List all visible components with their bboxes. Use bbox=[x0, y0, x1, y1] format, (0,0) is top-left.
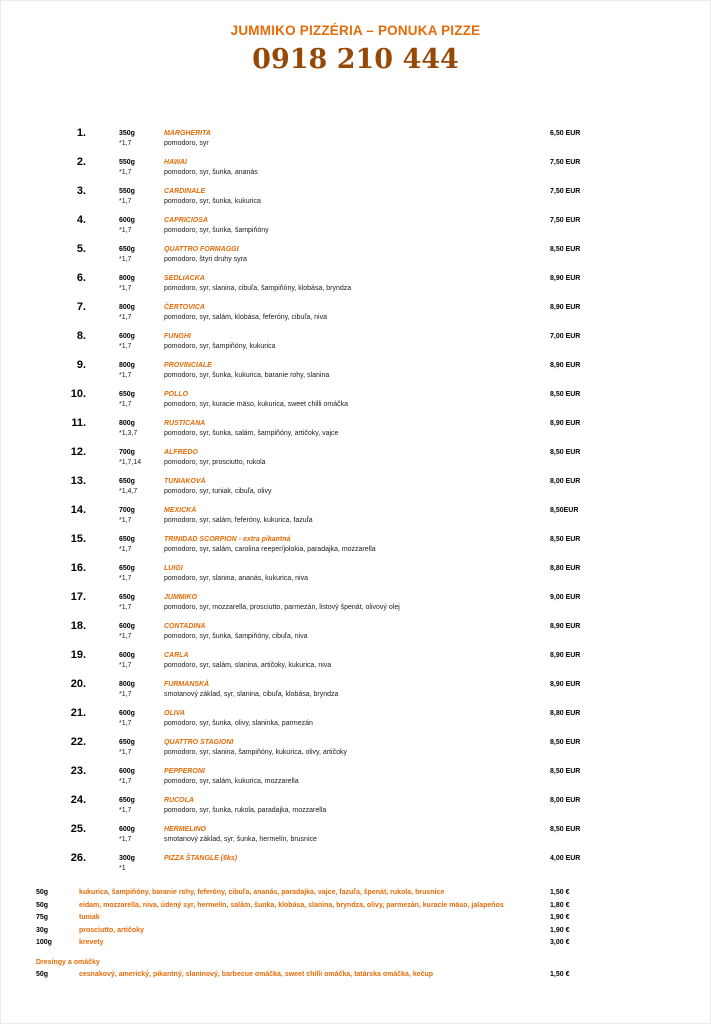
item-number: 9. bbox=[76, 359, 86, 371]
extra-text: prosciutto, artičoky bbox=[79, 926, 144, 934]
phone-number: 0918 210 444 bbox=[252, 44, 459, 75]
extras-row bbox=[1, 887, 710, 900]
item-price: 8,00 EUR bbox=[550, 797, 581, 804]
item-number: 5. bbox=[76, 243, 86, 255]
item-allergens: *1,7,14 bbox=[119, 459, 142, 466]
item-name: TUNIAKOVÁ bbox=[164, 478, 206, 485]
extra-text: cesnakový, americký, pikantný, slaninový, barbecue omáčka, sweet chilli omáčka, tatárska omáčka, kečup bbox=[79, 970, 434, 978]
item-number: 1. bbox=[76, 127, 86, 139]
item-weight: 600g bbox=[119, 623, 135, 630]
item-number: 8. bbox=[76, 330, 86, 342]
menu-item-row bbox=[1, 707, 710, 736]
item-weight: 650g bbox=[119, 246, 135, 253]
item-ingredients: smotanový základ, syr, slanina, cibuľa, klobása, bryndza bbox=[164, 691, 339, 698]
item-price: 8,90 EUR bbox=[550, 304, 581, 311]
item-price: 6,50 EUR bbox=[550, 130, 581, 137]
item-price: 7,50 EUR bbox=[550, 188, 581, 195]
page-title: JUMMIKO PIZZÉRIA – PONUKA PIZZE bbox=[230, 23, 481, 38]
item-weight-block bbox=[119, 678, 164, 700]
item-ingredients: pomodoro, syr, šampiňóny, kukurica bbox=[164, 343, 276, 350]
item-ingredients: pomodoro, syr, šunka, kukurica, baranie rohy, slanina bbox=[164, 372, 330, 379]
item-weight: 600g bbox=[119, 217, 135, 224]
item-allergens: *1,7 bbox=[119, 691, 132, 698]
item-ingredients: pomodoro, syr, salám, feferóny, kukurica, fazuľa bbox=[164, 517, 313, 524]
item-ingredients: pomodoro, syr, kuracie mäso, kukurica, sweet chilli omáčka bbox=[164, 401, 349, 408]
item-name: QUATTRO STAGIONI bbox=[164, 739, 234, 746]
item-ingredients: pomodoro, syr bbox=[164, 140, 209, 147]
item-name: HAWAI bbox=[164, 159, 187, 166]
item-weight: 600g bbox=[119, 710, 135, 717]
item-name: FUNGHI bbox=[164, 333, 191, 340]
menu-item-row bbox=[1, 359, 710, 388]
item-number: 6. bbox=[76, 272, 86, 284]
item-name-block bbox=[164, 243, 550, 265]
item-name: CONTADINA bbox=[164, 623, 206, 630]
item-weight: 300g bbox=[119, 855, 135, 862]
item-name-block bbox=[164, 388, 550, 410]
item-ingredients: pomodoro, syr, slanina, cibuľa, šampiňóny, klobása, bryndza bbox=[164, 285, 352, 292]
item-weight-block bbox=[119, 243, 164, 265]
item-name-block bbox=[164, 533, 550, 555]
item-weight: 650g bbox=[119, 739, 135, 746]
item-name: PEPPERONI bbox=[164, 768, 205, 775]
item-allergens: *1,7 bbox=[119, 401, 132, 408]
item-ingredients: pomodoro, štyri druhy syra bbox=[164, 256, 247, 263]
item-ingredients: pomodoro, syr, šunka, rukola, paradajka, mozzarella bbox=[164, 807, 327, 814]
menu-item-row bbox=[1, 765, 710, 794]
item-weight-block bbox=[119, 301, 164, 323]
item-weight-block bbox=[119, 591, 164, 613]
item-weight-block bbox=[119, 736, 164, 758]
item-price: 9,00 EUR bbox=[550, 594, 581, 601]
extra-text: tuniak bbox=[79, 914, 100, 921]
item-price: 8,50 EUR bbox=[550, 449, 581, 456]
menu-item-row bbox=[1, 330, 710, 359]
extra-price: 1,80 € bbox=[550, 901, 570, 909]
item-name-block bbox=[164, 794, 550, 816]
menu-item-row bbox=[1, 794, 710, 823]
item-weight: 800g bbox=[119, 681, 135, 688]
item-weight: 600g bbox=[119, 333, 135, 340]
item-number: 19. bbox=[70, 649, 86, 661]
item-weight: 650g bbox=[119, 391, 135, 398]
item-allergens: *1,7 bbox=[119, 314, 132, 321]
item-name: ALFREDO bbox=[164, 449, 198, 456]
menu-item-row bbox=[1, 533, 710, 562]
item-allergens: *1,7 bbox=[119, 778, 132, 785]
item-number: 18. bbox=[70, 620, 86, 632]
item-name-block bbox=[164, 359, 550, 381]
item-weight: 350g bbox=[119, 130, 135, 137]
item-name: TRINIDAD SCORPION - extra pikantná bbox=[164, 536, 291, 543]
item-number: 12. bbox=[70, 446, 86, 458]
item-name: RUSTICANA bbox=[164, 420, 206, 427]
item-number: 23. bbox=[70, 765, 86, 777]
item-number: 17. bbox=[70, 591, 86, 603]
item-price: 8,90 EUR bbox=[550, 275, 581, 282]
item-ingredients: pomodoro, syr, salám, slanina, artičoky, kukurica, niva bbox=[164, 662, 332, 669]
extra-weight: 75g bbox=[36, 914, 49, 921]
menu-item-row bbox=[1, 127, 710, 156]
item-price: 7,00 EUR bbox=[550, 333, 581, 340]
item-name: MARGHERITA bbox=[164, 130, 211, 137]
item-name-block bbox=[164, 301, 550, 323]
item-price: 8,80 EUR bbox=[550, 710, 581, 717]
item-allergens: *1,7 bbox=[119, 198, 132, 205]
item-weight: 600g bbox=[119, 768, 135, 775]
item-price: 4,00 EUR bbox=[550, 855, 581, 862]
item-name-block bbox=[164, 475, 550, 497]
menu-item-row bbox=[1, 417, 710, 446]
item-name: FURMANSKÁ bbox=[164, 681, 210, 688]
menu-item-row bbox=[1, 852, 710, 881]
item-price: 8,50 EUR bbox=[550, 536, 581, 543]
item-weight-block bbox=[119, 504, 164, 526]
extra-weight: 50g bbox=[36, 970, 49, 978]
item-number: 24. bbox=[70, 794, 86, 806]
item-weight-block bbox=[119, 185, 164, 207]
item-price: 8,50 EUR bbox=[550, 768, 581, 775]
menu-item-row bbox=[1, 475, 710, 504]
item-number: 13. bbox=[70, 475, 86, 487]
item-allergens: *1,7 bbox=[119, 372, 132, 379]
pizza-menu-list bbox=[1, 127, 710, 881]
item-name-block bbox=[164, 765, 550, 787]
item-name: ČERTOVICA bbox=[164, 304, 205, 311]
menu-item-row bbox=[1, 678, 710, 707]
item-weight: 550g bbox=[119, 188, 135, 195]
item-ingredients: pomodoro, syr, mozzarella, prosciutto, parmezán, listový špenát, olivový olej bbox=[164, 604, 400, 611]
menu-item-row bbox=[1, 156, 710, 185]
item-name: CAPRICIOSA bbox=[164, 217, 208, 224]
item-name: QUATTRO FORMAGGI bbox=[164, 246, 239, 253]
item-ingredients: pomodoro, syr, šunka, šampiňóny, cibuľa, niva bbox=[164, 633, 308, 640]
menu-item-row bbox=[1, 243, 710, 272]
extra-weight: 30g bbox=[36, 926, 49, 934]
item-price: 8,00 EUR bbox=[550, 478, 581, 485]
item-weight-block bbox=[119, 272, 164, 294]
item-weight-block bbox=[119, 649, 164, 671]
item-name: OLIVA bbox=[164, 710, 185, 717]
item-price: 8,50 EUR bbox=[550, 826, 581, 833]
item-number: 16. bbox=[70, 562, 86, 574]
item-allergens: *1,7 bbox=[119, 604, 132, 611]
menu-item-row bbox=[1, 185, 710, 214]
item-name-block bbox=[164, 620, 550, 642]
item-price: 8,50 EUR bbox=[550, 246, 581, 253]
item-ingredients: pomodoro, syr, salám, carolina reeper/jolokia, paradajka, mozzarella bbox=[164, 546, 376, 553]
item-weight-block bbox=[119, 765, 164, 787]
extra-price: 1,90 € bbox=[550, 926, 570, 934]
item-ingredients: pomodoro, syr, slanina, šampiňóny, kukurica, olivy, artičoky bbox=[164, 749, 347, 756]
item-number: 22. bbox=[70, 736, 86, 748]
item-name-block bbox=[164, 852, 550, 864]
item-weight-block bbox=[119, 533, 164, 555]
item-number: 26. bbox=[70, 852, 86, 864]
item-name: MEXICKÁ bbox=[164, 507, 197, 514]
item-weight-block bbox=[119, 388, 164, 410]
item-name-block bbox=[164, 417, 550, 439]
item-weight-block bbox=[119, 852, 164, 874]
item-number: 15. bbox=[70, 533, 86, 545]
item-name: SEDLIACKA bbox=[164, 275, 205, 282]
item-ingredients: pomodoro, syr, slanina, ananás, kukurica, niva bbox=[164, 575, 308, 582]
item-weight-block bbox=[119, 156, 164, 178]
item-name-block bbox=[164, 214, 550, 236]
item-ingredients: pomodoro, syr, salám, kukurica, mozzarella bbox=[164, 778, 299, 785]
item-number: 25. bbox=[70, 823, 86, 835]
item-ingredients: pomodoro, syr, šunka, salám, šampiňóny, artičoky, vajce bbox=[164, 430, 339, 437]
item-weight: 550g bbox=[119, 159, 135, 166]
item-price: 8,50 EUR bbox=[550, 739, 581, 746]
item-ingredients: pomodoro, syr, salám, klobása, feferóny, cibuľa, niva bbox=[164, 314, 327, 321]
item-weight-block bbox=[119, 446, 164, 468]
item-ingredients: pomodoro, syr, šunka, kukurica bbox=[164, 198, 261, 205]
item-name: POLLO bbox=[164, 391, 189, 398]
extra-price: 3,00 € bbox=[550, 939, 570, 946]
menu-item-row bbox=[1, 504, 710, 533]
item-number: 7. bbox=[76, 301, 86, 313]
item-allergens: *1,7 bbox=[119, 836, 132, 843]
item-allergens: *1,7 bbox=[119, 720, 132, 727]
item-ingredients: smotanový základ, syr, šunka, hermelín, brusnice bbox=[164, 836, 317, 843]
item-weight: 800g bbox=[119, 420, 135, 427]
item-name: PIZZA ŠTANGLE (6ks) bbox=[164, 855, 238, 862]
item-price: 7,50 EUR bbox=[550, 159, 581, 166]
extra-weight: 50g bbox=[36, 901, 49, 909]
item-allergens: *1,7 bbox=[119, 517, 132, 524]
item-name-block bbox=[164, 591, 550, 613]
extra-text: kukurica, šampiňóny, baranie rohy, feferóny, cibuľa, ananás, paradajka, vajce, fazuľa, špenát, rukola, brusnice bbox=[79, 889, 445, 896]
item-weight-block bbox=[119, 417, 164, 439]
item-name: HERMELINO bbox=[164, 826, 206, 833]
item-weight: 800g bbox=[119, 362, 135, 369]
menu-item-row bbox=[1, 649, 710, 678]
extra-price: 1,90 € bbox=[550, 914, 570, 921]
item-weight-block bbox=[119, 794, 164, 816]
item-number: 21. bbox=[70, 707, 86, 719]
item-weight-block bbox=[119, 707, 164, 729]
menu-item-row bbox=[1, 446, 710, 475]
item-number: 11. bbox=[71, 417, 86, 429]
item-number: 10. bbox=[70, 388, 86, 400]
menu-item-row bbox=[1, 562, 710, 591]
item-name-block bbox=[164, 504, 550, 526]
item-price: 8,50EUR bbox=[550, 507, 579, 514]
extras-row bbox=[1, 925, 710, 938]
item-allergens: *1,7 bbox=[119, 807, 132, 814]
item-allergens: *1,7 bbox=[119, 169, 132, 176]
item-name-block bbox=[164, 707, 550, 729]
menu-item-row bbox=[1, 823, 710, 852]
item-price: 7,50 EUR bbox=[550, 217, 581, 224]
item-allergens: *1,3,7 bbox=[119, 430, 138, 437]
item-weight: 650g bbox=[119, 565, 135, 572]
item-allergens: *1,7 bbox=[119, 140, 132, 147]
item-name: JUMMIKO bbox=[164, 594, 198, 601]
item-allergens: *1 bbox=[119, 865, 126, 872]
item-ingredients: pomodoro, syr, tuniak, cibuľa, olivy bbox=[164, 488, 272, 495]
menu-item-row bbox=[1, 214, 710, 243]
item-weight: 650g bbox=[119, 594, 135, 601]
item-number: 20. bbox=[70, 678, 86, 690]
item-name: CARLA bbox=[164, 652, 189, 659]
item-name-block bbox=[164, 736, 550, 758]
extras-row bbox=[1, 969, 710, 982]
item-weight: 600g bbox=[119, 652, 135, 659]
item-ingredients: pomodoro, syr, prosciutto, rukola bbox=[164, 459, 266, 466]
menu-item-row bbox=[1, 272, 710, 301]
item-ingredients: pomodoro, syr, šunka, ananás bbox=[164, 169, 258, 176]
item-name-block bbox=[164, 823, 550, 845]
item-price: 8,80 EUR bbox=[550, 565, 581, 572]
item-price: 8,90 EUR bbox=[550, 681, 581, 688]
item-name: CARDINALE bbox=[164, 188, 206, 195]
menu-item-row bbox=[1, 388, 710, 417]
item-name-block bbox=[164, 156, 550, 178]
extras-row bbox=[1, 912, 710, 925]
menu-item-row bbox=[1, 736, 710, 765]
extras-row bbox=[1, 937, 710, 950]
item-weight: 700g bbox=[119, 449, 135, 456]
item-weight-block bbox=[119, 475, 164, 497]
menu-item-row bbox=[1, 591, 710, 620]
menu-item-row bbox=[1, 301, 710, 330]
item-name-block bbox=[164, 678, 550, 700]
item-name: PROVINCIALE bbox=[164, 362, 212, 369]
item-allergens: *1,7 bbox=[119, 227, 132, 234]
item-allergens: *1,7 bbox=[119, 256, 132, 263]
item-weight: 800g bbox=[119, 275, 135, 282]
item-price: 8,90 EUR bbox=[550, 623, 581, 630]
extra-weight: 50g bbox=[36, 889, 49, 896]
item-weight-block bbox=[119, 330, 164, 352]
item-allergens: *1,7 bbox=[119, 633, 132, 640]
page-header bbox=[1, 1, 710, 75]
item-weight-block bbox=[119, 562, 164, 584]
item-allergens: *1,7 bbox=[119, 285, 132, 292]
item-allergens: *1,7 bbox=[119, 343, 132, 350]
item-price: 8,90 EUR bbox=[550, 420, 581, 427]
item-allergens: *1,4,7 bbox=[119, 488, 138, 495]
item-ingredients: pomodoro, syr, šunka, olivy, slaninka, parmezán bbox=[164, 720, 313, 727]
item-weight: 700g bbox=[119, 507, 135, 514]
item-name-block bbox=[164, 272, 550, 294]
item-allergens: *1,7 bbox=[119, 546, 132, 553]
extras-list bbox=[1, 887, 710, 950]
item-weight-block bbox=[119, 127, 164, 149]
item-number: 14. bbox=[70, 504, 86, 516]
item-number: 3. bbox=[76, 185, 86, 197]
item-weight-block bbox=[119, 214, 164, 236]
item-weight: 650g bbox=[119, 797, 135, 804]
item-name-block bbox=[164, 446, 550, 468]
item-allergens: *1,7 bbox=[119, 575, 132, 582]
dressings-heading: Dresingy a omáčky bbox=[36, 958, 100, 966]
item-weight-block bbox=[119, 620, 164, 642]
item-name: LUIGI bbox=[164, 565, 183, 572]
item-price: 8,50 EUR bbox=[550, 391, 581, 398]
item-weight-block bbox=[119, 823, 164, 845]
item-weight-block bbox=[119, 359, 164, 381]
item-name-block bbox=[164, 185, 550, 207]
item-name-block bbox=[164, 127, 550, 149]
item-name-block bbox=[164, 562, 550, 584]
item-number: 4. bbox=[76, 214, 86, 226]
item-allergens: *1,7 bbox=[119, 662, 132, 669]
item-name-block bbox=[164, 649, 550, 671]
item-weight: 600g bbox=[119, 826, 135, 833]
item-allergens: *1,7 bbox=[119, 749, 132, 756]
item-price: 8,90 EUR bbox=[550, 652, 581, 659]
menu-item-row bbox=[1, 620, 710, 649]
item-name-block bbox=[164, 330, 550, 352]
item-ingredients: pomodoro, syr, šunka, šampiňóny bbox=[164, 227, 269, 234]
item-weight: 650g bbox=[119, 478, 135, 485]
item-weight: 800g bbox=[119, 304, 135, 311]
extras-row bbox=[1, 900, 710, 913]
item-weight: 650g bbox=[119, 536, 135, 543]
extra-price: 1,50 € bbox=[550, 970, 570, 978]
item-name: RUCOLA bbox=[164, 797, 194, 804]
extra-weight: 100g bbox=[36, 939, 52, 946]
item-price: 8,90 EUR bbox=[550, 362, 581, 369]
item-number: 2. bbox=[76, 156, 86, 168]
dressings-list bbox=[1, 969, 710, 982]
extra-price: 1,50 € bbox=[550, 889, 570, 896]
extra-text: krevety bbox=[79, 939, 104, 946]
extra-text: eidam, mozzarella, niva, údený syr, hermelín, salám, šunka, klobása, slanina, bryndza, olivy, parmezán, kuracie mäso, jalapeňos bbox=[79, 901, 504, 909]
